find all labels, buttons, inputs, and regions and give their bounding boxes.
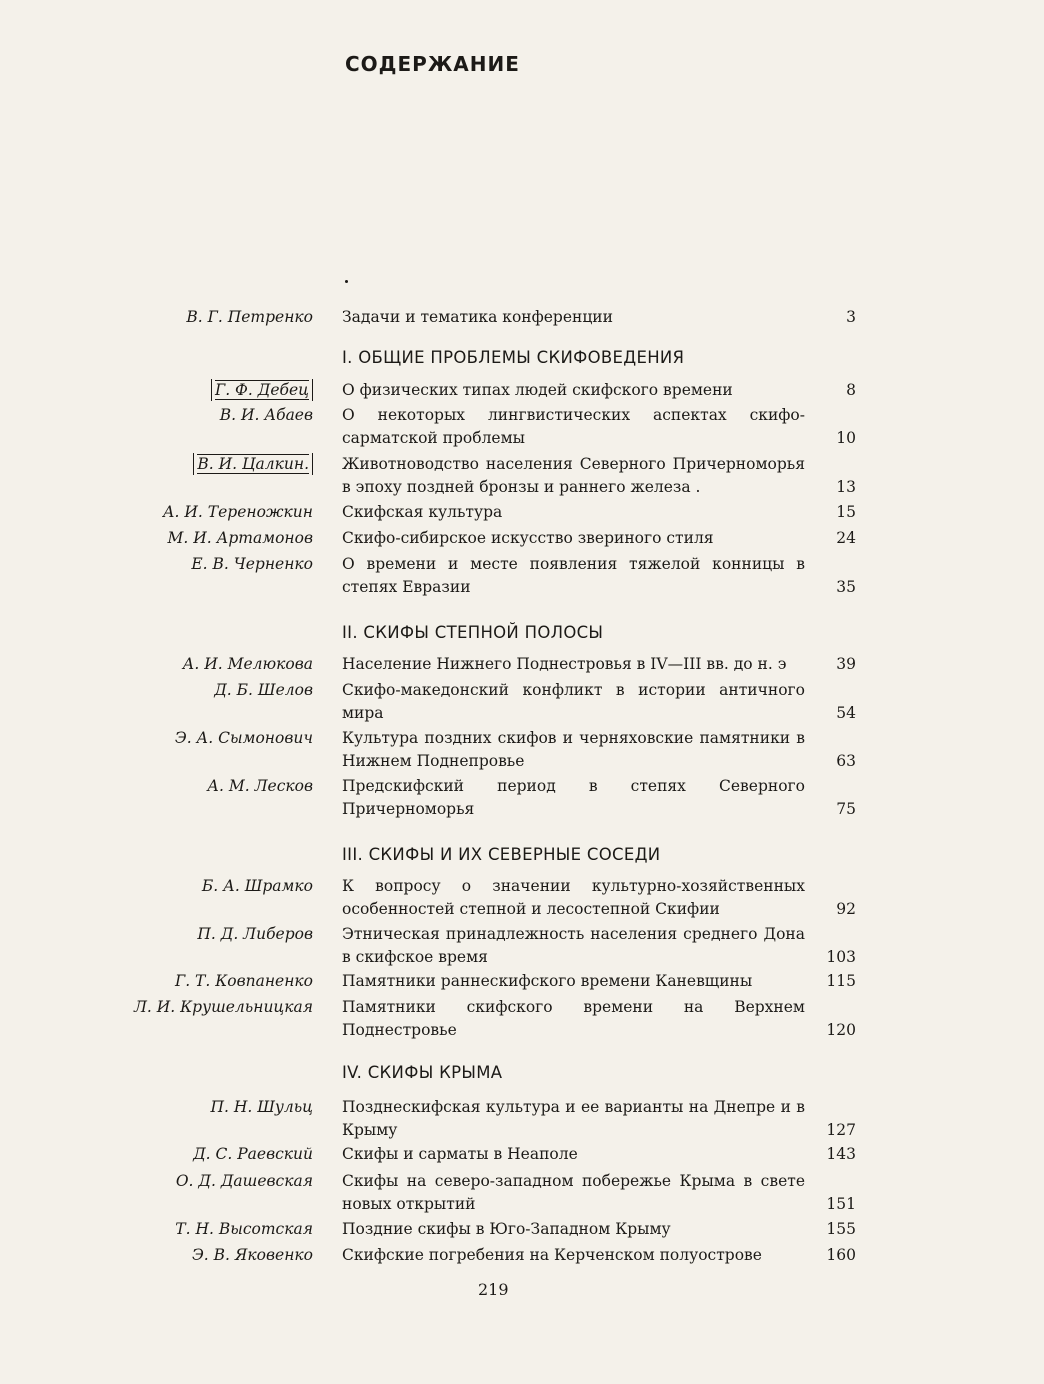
entry-title: Позднескифская культура и ее варианты на Днепре и в Крыму <box>342 1098 805 1139</box>
entry-page: 15 <box>836 503 856 521</box>
entry-author: Г. Ф. Дебец <box>211 379 313 401</box>
entry-author: Б. А. Шрамко <box>201 877 313 895</box>
entry-author: Д. Б. Шелов <box>214 681 313 699</box>
entry-author: Л. И. Крушельницкая <box>134 998 313 1016</box>
entry-author: А. И. Тереножкин <box>162 503 313 521</box>
entry-page: 39 <box>836 655 856 673</box>
entry-page: 155 <box>826 1220 856 1238</box>
entry-page: 103 <box>826 948 856 966</box>
entry-page: 115 <box>826 972 856 990</box>
entry-page: 120 <box>826 1021 856 1039</box>
stray-mark <box>345 280 348 283</box>
entry-page: 63 <box>836 752 856 770</box>
entry-title: Задачи и тематика конференции <box>342 308 613 326</box>
entry-title: Памятники скифского времени на Верхнем Поднестровье <box>342 998 805 1039</box>
entry-author: Т. Н. Высотская <box>175 1220 313 1238</box>
page-title: СОДЕРЖАНИЕ <box>345 52 520 76</box>
entry-page: 8 <box>846 381 856 399</box>
entry-author: П. Д. Либеров <box>197 925 313 943</box>
entry-title: Скифские погребения на Керченском полуострове <box>342 1246 762 1264</box>
section-heading: III. СКИФЫ И ИХ СЕВЕРНЫЕ СОСЕДИ <box>342 845 661 864</box>
entry-author: А. М. Лесков <box>207 777 313 795</box>
entry-author: Е. В. Черненко <box>191 555 313 573</box>
entry-author: А. И. Мелюкова <box>182 655 313 673</box>
entry-title: Население Нижнего Поднестровья в IV—III вв. до н. э <box>342 655 787 673</box>
entry-title: Предскифский период в степях Северного Причерноморья <box>342 777 805 818</box>
entry-author: Д. С. Раевский <box>193 1145 313 1163</box>
entry-author: М. И. Артамонов <box>167 529 313 547</box>
entry-page: 3 <box>846 308 856 326</box>
entry-author: В. И. Цалкин. <box>193 453 313 475</box>
entry-page: 13 <box>836 478 856 496</box>
entry-page: 160 <box>826 1246 856 1264</box>
entry-author: Э. В. Яковенко <box>191 1246 313 1264</box>
entry-page: 143 <box>826 1145 856 1163</box>
entry-title: Животноводство населения Северного Причерноморья в эпоху поздней бронзы и раннего железа . <box>342 455 805 496</box>
entry-title: К вопросу о значении культурно-хозяйственных особенностей степной и лесостепной Скифии <box>342 877 805 918</box>
entry-title: О физических типах людей скифского времени <box>342 381 733 399</box>
entry-page: 127 <box>826 1121 856 1139</box>
entry-author: Э. А. Сымонович <box>174 729 313 747</box>
entry-title: Памятники раннескифского времени Каневщины <box>342 972 753 990</box>
entry-title: Культура поздних скифов и черняховские памятники в Нижнем Поднепровье <box>342 729 805 770</box>
entry-title: Скифо-македонский конфликт в истории античного мира <box>342 681 805 722</box>
entry-author: В. Г. Петренко <box>186 308 313 326</box>
entry-title: Скифы и сарматы в Неаполе <box>342 1145 578 1163</box>
entry-title: Скифская культура <box>342 503 503 521</box>
page-number: 219 <box>478 1280 509 1299</box>
entry-author: О. Д. Дашевская <box>175 1172 313 1190</box>
entry-title: Поздние скифы в Юго-Западном Крыму <box>342 1220 671 1238</box>
entry-author: П. Н. Шульц <box>210 1098 313 1116</box>
entry-page: 151 <box>826 1195 856 1213</box>
entry-title: Этническая принадлежность населения среднего Дона в скифское время <box>342 925 805 966</box>
entry-page: 35 <box>836 578 856 596</box>
entry-page: 75 <box>836 800 856 818</box>
entry-title: Скифо-сибирское искусство звериного стиля <box>342 529 714 547</box>
entry-page: 10 <box>836 429 856 447</box>
entry-page: 54 <box>836 704 856 722</box>
section-heading: IV. СКИФЫ КРЫМА <box>342 1063 503 1082</box>
entry-page: 24 <box>836 529 856 547</box>
section-heading: II. СКИФЫ СТЕПНОЙ ПОЛОСЫ <box>342 623 604 642</box>
section-heading: I. ОБЩИЕ ПРОБЛЕМЫ СКИФОВЕДЕНИЯ <box>342 348 685 367</box>
entry-author: В. И. Абаев <box>219 406 313 424</box>
entry-title: О некоторых лингвистических аспектах скифо-сарматской проблемы <box>342 406 805 447</box>
entry-title: О времени и месте появления тяжелой конницы в степях Евразии <box>342 555 805 596</box>
entry-title: Скифы на северо-западном побережье Крыма в свете новых открытий <box>342 1172 805 1213</box>
entry-page: 92 <box>836 900 856 918</box>
entry-author: Г. Т. Ковпаненко <box>174 972 313 990</box>
